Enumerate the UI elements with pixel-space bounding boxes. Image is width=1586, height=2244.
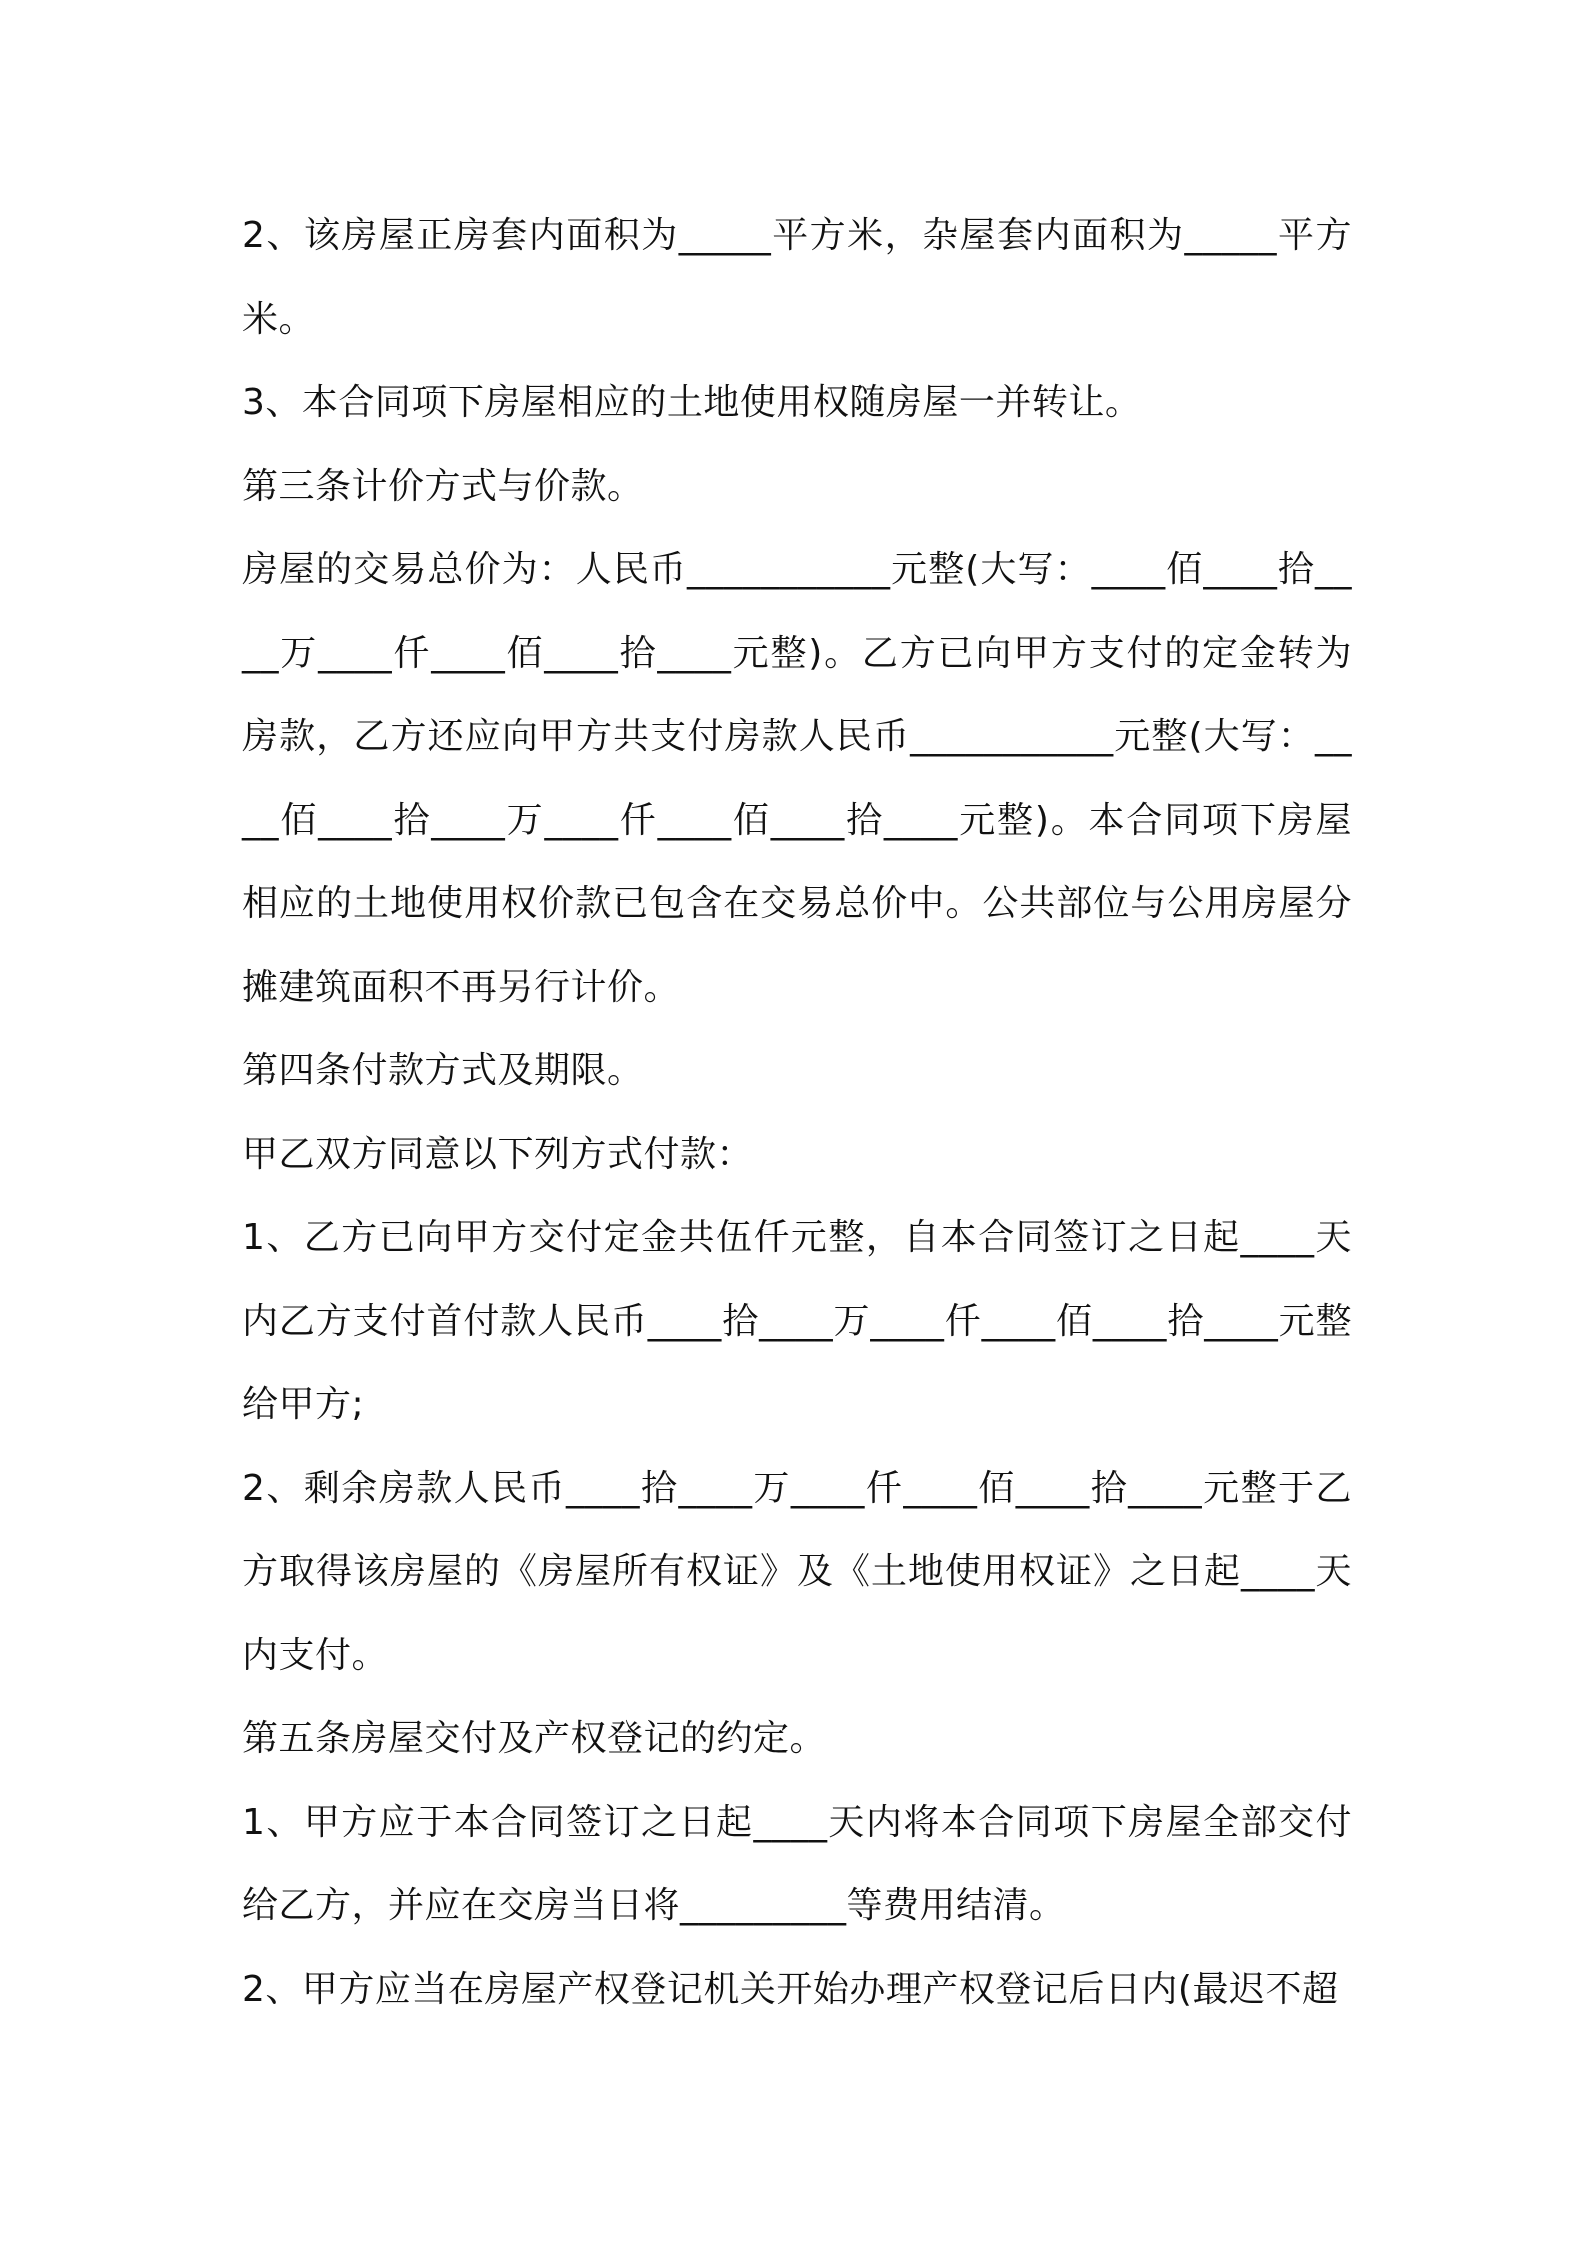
article-4-clause-2: 2、剩余房款人民币____拾____万____仟____佰____拾____元整于乙方取得该房屋的《房屋所有权证》及《土地使用权证》之日起____天内支付。 [242, 1467, 1352, 1676]
article-4-clause-1: 1、乙方已向甲方交付定金共伍仟元整，自本合同签订之日起____天内乙方支付首付款人民币____拾____万____仟____佰____拾____元整给甲方; [242, 1217, 1352, 1425]
article-5-heading: 第五条房屋交付及产权登记的约定。 [242, 1718, 827, 1759]
article-3-heading: 第三条计价方式与价款。 [242, 465, 644, 507]
article-5-clause-1: 1、甲方应于本合同签订之日起____天内将本合同项下房屋全部交付给乙方，并应在交房当日将_________等费用结清。 [242, 1801, 1352, 1926]
document-body [242, 194, 1352, 2031]
article-4-heading: 第四条付款方式及期限。 [242, 1050, 644, 1091]
clause-2-area: 2、该房屋正房套内面积为_____平方米，杂屋套内面积为_____平方米。 [242, 215, 1352, 340]
clause-3-land-use: 3、本合同项下房屋相应的土地使用权随房屋一并转让。 [242, 382, 1142, 423]
article-3-price-body: 房屋的交易总价为：人民币___________元整(大写：____佰____拾____万____仟____佰____拾____元整)。乙方已向甲方支付的定金转为房款，乙方还应向甲方共支付房款人民币___________元整(大写：____佰____拾____万____仟____佰____拾____元整)。本合同项下房屋相应的土地使用权价款已包含在交易总价中。公共部位与公用房屋分摊建筑面积不再另行计价。 [242, 549, 1352, 1008]
article-5-clause-2: 2、甲方应当在房屋产权登记机关开始办理产权登记后日内(最迟不超 [242, 1968, 1339, 2010]
article-4-intro: 甲乙双方同意以下列方式付款： [242, 1133, 754, 1175]
